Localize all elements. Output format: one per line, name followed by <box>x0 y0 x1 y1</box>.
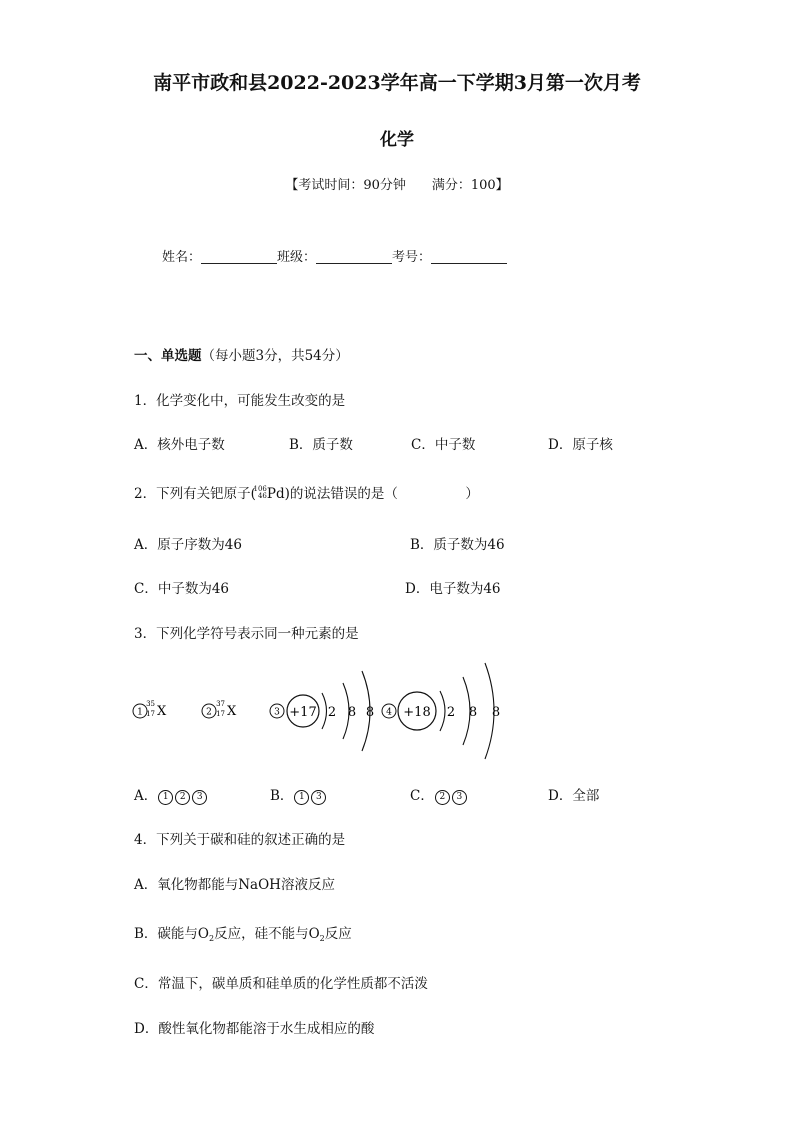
q3-option-c-num-1: 2 <box>435 790 450 805</box>
q3-item2-z: 17 <box>216 710 225 718</box>
q3-option-b[interactable] <box>270 784 327 805</box>
q4-stem: 4．下列关于碳和硅的叙述正确的是 <box>134 832 346 848</box>
q3-option-d-text: 全部 <box>572 788 600 804</box>
q3-option-a-num-1: 1 <box>158 790 173 805</box>
q2-option-d[interactable]: D．电子数为46 <box>405 581 501 597</box>
q2-option-a[interactable]: A．原子序数为46 <box>134 537 242 553</box>
q3-option-c-num-2: 3 <box>452 790 467 805</box>
name-label: 姓名： <box>162 250 202 265</box>
q3-item-1 <box>133 700 167 719</box>
q1-option-a[interactable]: A．核外电子数 <box>134 437 225 453</box>
q4-option-b-sub1: 2 <box>209 934 215 943</box>
exam-title: 南平市政和县2022-2023学年高一下学期3月第一次月考 <box>153 72 641 94</box>
q3-stem: 3．下列化学符号表示同一种元素的是 <box>134 626 359 642</box>
q2-stem <box>134 482 479 502</box>
q4-option-b-part2: 反应，硅不能与O <box>214 926 320 942</box>
q1-option-d[interactable]: D．原子核 <box>548 437 613 453</box>
section-note: （每小题3分，共54分） <box>201 348 349 364</box>
q2-atomic-number: 46 <box>257 492 267 500</box>
q3-item3-shell-2: 8 <box>347 705 357 720</box>
q3-item1-mass: 35 <box>146 700 155 708</box>
class-blank[interactable] <box>316 249 392 264</box>
q3-item1-z: 17 <box>146 710 155 718</box>
q3-item4-number-glyph: 4 <box>386 707 392 718</box>
q3-option-b-prefix: B． <box>270 788 294 804</box>
q4-option-b-part1: B．碳能与O <box>134 926 209 942</box>
q3-option-c-prefix: C． <box>410 788 434 804</box>
q4-option-d[interactable]: D．酸性氧化物都能溶于水生成相应的酸 <box>134 1021 375 1037</box>
q3-item3-shell-arc-1 <box>322 693 327 729</box>
full-score: 满分：100】 <box>431 178 509 193</box>
q2-option-c[interactable]: C．中子数为46 <box>134 581 230 597</box>
q3-item3-nucleus: +17 <box>289 705 317 720</box>
exam-time: 【考试时间：90分钟 <box>285 178 406 193</box>
q4-option-b-part3: 反应 <box>324 926 352 942</box>
q1-option-b[interactable]: B．质子数 <box>289 437 353 453</box>
q3-option-d[interactable] <box>548 784 599 804</box>
q2-nuclide-numbers <box>253 485 267 500</box>
q1-stem: 1．化学变化中，可能发生改变的是 <box>134 393 346 409</box>
q4-option-b-sub2: 2 <box>319 934 325 943</box>
q3-option-a-num-2: 2 <box>175 790 190 805</box>
q3-item1-symbol: X <box>157 704 167 719</box>
q3-option-b-num-1: 1 <box>294 790 309 805</box>
id-blank[interactable] <box>431 249 507 264</box>
q4-option-b[interactable] <box>134 922 352 943</box>
q3-item4-nucleus: +18 <box>403 705 431 720</box>
class-label: 班级： <box>277 250 317 265</box>
q3-item2-mass: 37 <box>216 700 225 708</box>
q2-symbol: Pd <box>266 486 285 502</box>
q1-option-c[interactable]: C．中子数 <box>411 437 476 453</box>
section-heading <box>134 344 349 364</box>
q3-option-b-num-2: 3 <box>311 790 326 805</box>
q3-figure <box>125 655 525 765</box>
q4-option-a[interactable]: A．氧化物都能与NaOH溶液反应 <box>134 877 335 893</box>
q3-item3-number-glyph: 3 <box>274 707 280 718</box>
exam-info <box>0 174 794 193</box>
q3-item-4 <box>382 663 500 759</box>
q3-option-a-num-3: 3 <box>192 790 207 805</box>
name-blank[interactable] <box>201 249 277 264</box>
student-info-line <box>162 246 507 265</box>
q2-stem-before: 2．下列有关钯原子( <box>134 486 256 502</box>
q3-item2-symbol: X <box>227 704 237 719</box>
q3-item1-number-glyph: 1 <box>137 707 143 718</box>
section-title: 一、单选题 <box>134 348 202 364</box>
q2-mass-number: 106 <box>253 485 267 493</box>
q3-option-a[interactable] <box>134 784 208 805</box>
q2-option-b[interactable]: B．质子数为46 <box>410 537 505 553</box>
q3-item-3 <box>270 671 374 751</box>
q3-item4-shell-2: 8 <box>468 705 478 720</box>
q4-option-c[interactable]: C．常温下，碳单质和硅单质的化学性质都不活泼 <box>134 976 428 992</box>
q2-stem-after: )的说法错误的是（ ） <box>284 486 479 502</box>
q3-item4-shell-arc-1 <box>440 691 445 731</box>
q3-option-d-prefix: D． <box>548 788 573 804</box>
q3-option-c[interactable] <box>410 784 468 805</box>
q3-option-a-prefix: A． <box>134 788 158 804</box>
subject-title: 化学 <box>380 130 414 150</box>
q3-item2-number-glyph: 2 <box>206 707 212 718</box>
q3-item3-shell-1: 2 <box>327 705 337 720</box>
q3-item4-shell-1: 2 <box>446 705 456 720</box>
id-label: 考号： <box>392 250 432 265</box>
q3-item3-shell-3: 8 <box>365 705 375 720</box>
q3-item-2 <box>202 700 237 719</box>
q3-item4-shell-3: 8 <box>491 705 501 720</box>
